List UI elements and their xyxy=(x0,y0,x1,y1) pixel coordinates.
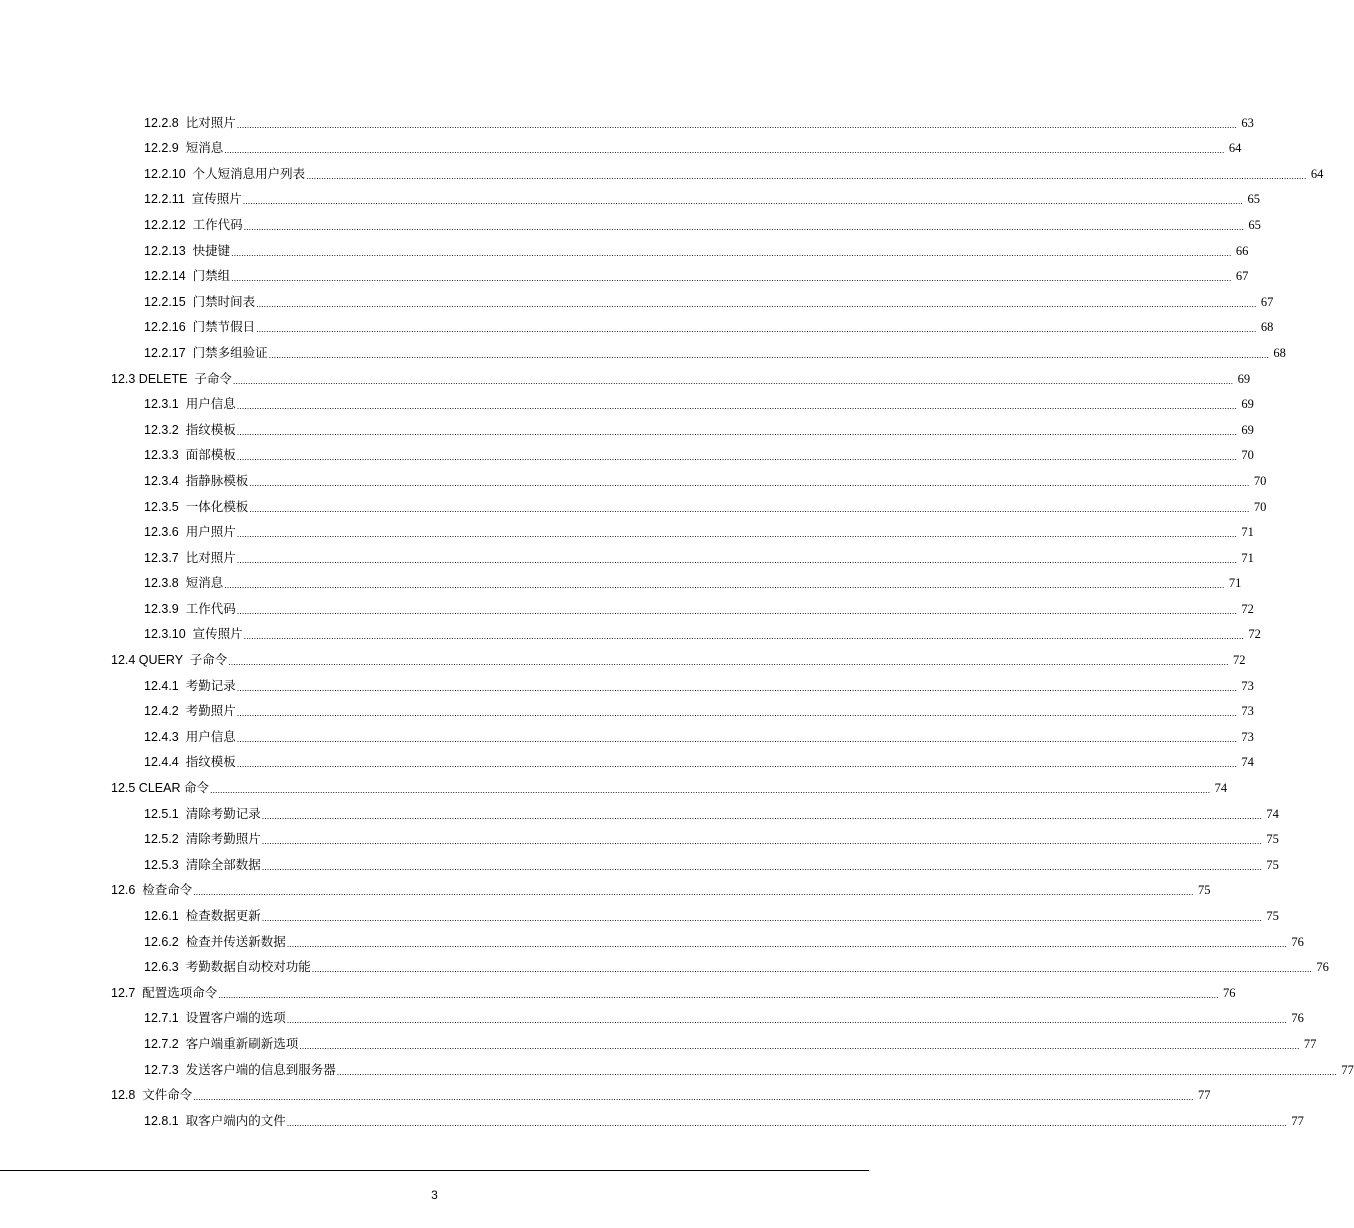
toc-entry-page: 65 xyxy=(1247,192,1260,207)
toc-dot-leader: ................................................................................................................................................................................................................................................................................................................................................................................................................ xyxy=(228,657,1229,668)
toc-subsection-entry[interactable] xyxy=(0,415,1254,441)
toc-dot-leader: ................................................................................................................................................................................................................................................................................................................................................................................................................ xyxy=(243,221,1244,232)
toc-subsection-entry[interactable] xyxy=(0,236,1249,262)
toc-section-entry[interactable] xyxy=(0,773,1228,799)
toc-dot-leader: ................................................................................................................................................................................................................................................................................................................................................................................................................ xyxy=(236,708,1237,719)
toc-entry-title: 12.6.2 检查并传送新数据 xyxy=(144,934,286,949)
toc-entry-page: 63 xyxy=(1241,115,1254,130)
toc-entry-page: 68 xyxy=(1260,320,1274,335)
toc-entry-page: 73 xyxy=(1241,704,1254,719)
toc-subsection-entry[interactable] xyxy=(0,927,1304,953)
toc-subsection-entry[interactable] xyxy=(0,569,1242,595)
toc-subsection-entry[interactable] xyxy=(0,748,1254,774)
toc-subsection-entry[interactable] xyxy=(0,901,1279,927)
toc-dot-leader: ................................................................................................................................................................................................................................................................................................................................................................................................................ xyxy=(236,682,1237,693)
toc-entry-page: 72 xyxy=(1248,627,1261,642)
toc-entry-title: 12.7.1 设置客户端的选项 xyxy=(144,1011,286,1026)
toc-entry-title: 12.5.3 清除全部数据 xyxy=(144,857,261,872)
toc-dot-leader: ................................................................................................................................................................................................................................................................................................................................................................................................................ xyxy=(209,785,1211,796)
toc-entry-page: 70 xyxy=(1253,499,1267,514)
toc-entry-page: 76 xyxy=(1222,985,1236,1000)
toc-entry-page: 65 xyxy=(1248,217,1261,232)
toc-subsection-entry[interactable] xyxy=(0,313,1274,339)
toc-entry-page: 76 xyxy=(1291,1011,1304,1026)
toc-entry-title: 12.2.10 个人短消息用户列表 xyxy=(144,166,306,181)
toc-dot-leader: ................................................................................................................................................................................................................................................................................................................................................................................................................ xyxy=(236,452,1237,463)
toc-entry-title: 12.3.6 用户照片 xyxy=(144,525,236,540)
toc-section-entry[interactable] xyxy=(0,645,1246,671)
toc-subsection-entry[interactable] xyxy=(0,799,1279,825)
toc-entry-title: 12.5 CLEAR 命令 xyxy=(111,781,209,796)
toc-entry-page: 75 xyxy=(1266,909,1279,923)
toc-entry-page: 75 xyxy=(1266,857,1279,872)
toc-entry-title: 12.3.9 工作代码 xyxy=(144,601,236,616)
toc-entry-page: 64 xyxy=(1310,166,1324,181)
toc-dot-leader: ................................................................................................................................................................................................................................................................................................................................................................................................................ xyxy=(193,887,1194,898)
toc-subsection-entry[interactable] xyxy=(0,671,1254,697)
toc-dot-leader: ................................................................................................................................................................................................................................................................................................................................................................................................................ xyxy=(286,1117,1287,1128)
toc-entry-title: 12.4.1 考勤记录 xyxy=(144,678,236,693)
toc-dot-leader: ................................................................................................................................................................................................................................................................................................................................................................................................................ xyxy=(236,529,1237,540)
toc-subsection-entry[interactable] xyxy=(0,390,1254,416)
toc-entry-page: 69 xyxy=(1241,397,1254,412)
toc-entry-title: 12.2.16 门禁节假日 xyxy=(144,320,256,335)
toc-dot-leader: ................................................................................................................................................................................................................................................................................................................................................................................................................ xyxy=(236,401,1237,412)
toc-entry-title: 12.3.2 指纹模板 xyxy=(144,422,236,437)
toc-dot-leader: ................................................................................................................................................................................................................................................................................................................................................................................................................ xyxy=(249,503,1250,514)
toc-entry-page: 71 xyxy=(1241,525,1254,540)
toc-dot-leader: ................................................................................................................................................................................................................................................................................................................................................................................................................ xyxy=(261,810,1262,821)
toc-entry-title: 12.5.1 清除考勤记录 xyxy=(144,806,261,821)
toc-subsection-entry[interactable] xyxy=(0,492,1267,518)
toc-dot-leader: ................................................................................................................................................................................................................................................................................................................................................................................................................ xyxy=(261,836,1262,847)
toc-entry-page: 75 xyxy=(1197,883,1211,898)
toc-subsection-entry[interactable] xyxy=(0,1055,1354,1081)
toc-subsection-entry[interactable] xyxy=(0,108,1254,134)
toc-entry-page: 74 xyxy=(1241,755,1254,770)
toc-entry-title: 12.7.3 发送客户端的信息到服务器 xyxy=(144,1062,336,1077)
toc-entry-page: 72 xyxy=(1232,653,1246,668)
toc-entry-title: 12.8 文件命令 xyxy=(111,1088,193,1103)
toc-entry-title: 12.2.15 门禁时间表 xyxy=(144,294,256,309)
toc-section-entry[interactable] xyxy=(0,1081,1211,1107)
toc-entry-title: 12.2.11 宣传照片 xyxy=(144,192,242,207)
toc-subsection-entry[interactable] xyxy=(0,185,1260,211)
toc-entry-title: 12.6 检查命令 xyxy=(111,883,193,898)
toc-dot-leader: ................................................................................................................................................................................................................................................................................................................................................................................................................ xyxy=(236,554,1237,565)
toc-subsection-entry[interactable] xyxy=(0,1004,1304,1030)
toc-dot-leader: ................................................................................................................................................................................................................................................................................................................................................................................................................ xyxy=(299,1040,1300,1051)
toc-subsection-entry[interactable] xyxy=(0,518,1254,544)
toc-subsection-entry[interactable] xyxy=(0,262,1249,288)
toc-entry-title: 12.3.1 用户信息 xyxy=(144,397,236,412)
toc-dot-leader: ................................................................................................................................................................................................................................................................................................................................................................................................................ xyxy=(224,145,1225,156)
toc-entry-page: 73 xyxy=(1241,678,1254,693)
toc-entry-title: 12.2.9 短消息 xyxy=(144,141,224,156)
toc-entry-page: 76 xyxy=(1316,960,1329,975)
table-of-contents xyxy=(0,108,1354,1132)
toc-dot-leader: ................................................................................................................................................................................................................................................................................................................................................................................................................ xyxy=(286,938,1287,949)
toc-entry-title: 12.5.2 清除考勤照片 xyxy=(144,832,261,847)
toc-entry-title: 12.2.13 快捷键 xyxy=(144,243,231,258)
toc-entry-page: 75 xyxy=(1266,832,1279,847)
toc-entry-title: 12.4.4 指纹模板 xyxy=(144,755,236,770)
toc-entry-page: 70 xyxy=(1253,473,1267,488)
toc-subsection-entry[interactable] xyxy=(0,697,1254,723)
toc-dot-leader: ................................................................................................................................................................................................................................................................................................................................................................................................................ xyxy=(268,349,1269,360)
toc-dot-leader: ................................................................................................................................................................................................................................................................................................................................................................................................................ xyxy=(224,580,1225,591)
toc-entry-page: 66 xyxy=(1235,243,1249,258)
toc-entry-page: 74 xyxy=(1214,781,1228,796)
toc-dot-leader: ................................................................................................................................................................................................................................................................................................................................................................................................................ xyxy=(193,1092,1194,1103)
toc-subsection-entry[interactable] xyxy=(0,953,1329,979)
toc-dot-leader: ................................................................................................................................................................................................................................................................................................................................................................................................................ xyxy=(306,170,1307,181)
toc-entry-title: 12.2.14 门禁组 xyxy=(144,269,231,284)
toc-entry-page: 67 xyxy=(1235,269,1249,284)
toc-section-entry[interactable] xyxy=(0,978,1236,1004)
toc-entry-title: 12.3.4 指静脉模板 xyxy=(144,473,249,488)
toc-subsection-entry[interactable] xyxy=(0,159,1324,185)
toc-entry-title: 12.7 配置选项命令 xyxy=(111,985,218,1000)
toc-entry-page: 73 xyxy=(1241,729,1254,744)
toc-dot-leader: ................................................................................................................................................................................................................................................................................................................................................................................................................ xyxy=(311,964,1312,975)
toc-entry-title: 12.7.2 客户端重新刷新选项 xyxy=(144,1036,299,1051)
toc-entry-title: 12.3.5 一体化模板 xyxy=(144,499,249,514)
toc-subsection-entry[interactable] xyxy=(0,722,1254,748)
toc-dot-leader: ................................................................................................................................................................................................................................................................................................................................................................................................................ xyxy=(236,733,1237,744)
toc-subsection-entry[interactable] xyxy=(0,210,1261,236)
toc-subsection-entry[interactable] xyxy=(0,594,1254,620)
toc-entry-title: 12.4.2 考勤照片 xyxy=(144,704,236,719)
toc-subsection-entry[interactable] xyxy=(0,620,1261,646)
toc-entry-page: 77 xyxy=(1341,1062,1354,1077)
toc-entry-page: 71 xyxy=(1241,550,1254,565)
toc-dot-leader: ................................................................................................................................................................................................................................................................................................................................................................................................................ xyxy=(256,298,1257,309)
toc-dot-leader: ................................................................................................................................................................................................................................................................................................................................................................................................................ xyxy=(256,324,1257,335)
toc-dot-leader: ................................................................................................................................................................................................................................................................................................................................................................................................................ xyxy=(249,477,1250,488)
toc-entry-title: 12.2.8 比对照片 xyxy=(144,115,236,130)
toc-entry-page: 69 xyxy=(1237,371,1251,386)
toc-dot-leader: ................................................................................................................................................................................................................................................................................................................................................................................................................ xyxy=(236,119,1237,130)
toc-subsection-entry[interactable] xyxy=(0,466,1267,492)
toc-entry-title: 12.6.3 考勤数据自动校对功能 xyxy=(144,960,311,975)
toc-dot-leader: ................................................................................................................................................................................................................................................................................................................................................................................................................ xyxy=(336,1066,1337,1077)
toc-subsection-entry[interactable] xyxy=(0,441,1254,467)
toc-entry-page: 77 xyxy=(1303,1036,1317,1051)
toc-entry-title: 12.3 DELETE 子命令 xyxy=(111,371,232,386)
toc-subsection-entry[interactable] xyxy=(0,287,1274,313)
toc-entry-page: 64 xyxy=(1228,141,1242,156)
page-number: 3 xyxy=(431,1188,438,1202)
toc-subsection-entry[interactable] xyxy=(0,134,1242,160)
toc-entry-page: 67 xyxy=(1260,294,1274,309)
toc-dot-leader: ................................................................................................................................................................................................................................................................................................................................................................................................................ xyxy=(261,861,1262,872)
toc-dot-leader: ................................................................................................................................................................................................................................................................................................................................................................................................................ xyxy=(261,913,1262,923)
toc-subsection-entry[interactable] xyxy=(0,543,1254,569)
toc-dot-leader: ................................................................................................................................................................................................................................................................................................................................................................................................................ xyxy=(242,196,1243,207)
footer-divider xyxy=(0,1170,869,1171)
toc-dot-leader: ................................................................................................................................................................................................................................................................................................................................................................................................................ xyxy=(236,759,1237,770)
toc-entry-title: 12.4.3 用户信息 xyxy=(144,729,236,744)
toc-entry-title: 12.3.10 宣传照片 xyxy=(144,627,243,642)
toc-entry-title: 12.3.3 面部模板 xyxy=(144,448,236,463)
toc-subsection-entry[interactable] xyxy=(0,825,1279,851)
toc-dot-leader: ................................................................................................................................................................................................................................................................................................................................................................................................................ xyxy=(236,426,1237,437)
toc-entry-title: 12.2.17 门禁多组验证 xyxy=(144,345,268,360)
toc-dot-leader: ................................................................................................................................................................................................................................................................................................................................................................................................................ xyxy=(286,1015,1287,1026)
toc-dot-leader: ................................................................................................................................................................................................................................................................................................................................................................................................................ xyxy=(218,989,1219,1000)
toc-entry-page: 70 xyxy=(1241,448,1254,463)
toc-entry-page: 68 xyxy=(1273,345,1286,360)
toc-entry-page: 69 xyxy=(1241,422,1254,437)
toc-entry-title: 12.6.1 检查数据更新 xyxy=(144,909,261,923)
toc-subsection-entry[interactable] xyxy=(0,850,1279,876)
toc-dot-leader: ................................................................................................................................................................................................................................................................................................................................................................................................................ xyxy=(243,631,1244,642)
toc-entry-page: 74 xyxy=(1266,806,1279,821)
toc-section-entry[interactable] xyxy=(0,364,1251,390)
toc-section-entry[interactable] xyxy=(0,876,1211,902)
toc-entry-title: 12.3.8 短消息 xyxy=(144,576,224,591)
toc-entry-page: 77 xyxy=(1291,1113,1304,1128)
toc-subsection-entry[interactable] xyxy=(0,1029,1317,1055)
toc-entry-title: 12.3.7 比对照片 xyxy=(144,550,236,565)
toc-dot-leader: ................................................................................................................................................................................................................................................................................................................................................................................................................ xyxy=(231,247,1232,258)
toc-entry-page: 71 xyxy=(1228,576,1242,591)
toc-entry-title: 12.2.12 工作代码 xyxy=(144,217,243,232)
toc-dot-leader: ................................................................................................................................................................................................................................................................................................................................................................................................................ xyxy=(232,375,1234,386)
toc-entry-title: 12.4 QUERY 子命令 xyxy=(111,653,228,668)
toc-subsection-entry[interactable] xyxy=(0,1106,1304,1132)
toc-entry-title: 12.8.1 取客户端内的文件 xyxy=(144,1113,286,1128)
toc-subsection-entry[interactable] xyxy=(0,338,1286,364)
toc-dot-leader: ................................................................................................................................................................................................................................................................................................................................................................................................................ xyxy=(236,605,1237,616)
toc-entry-page: 72 xyxy=(1241,601,1254,616)
toc-entry-page: 77 xyxy=(1197,1088,1211,1103)
toc-entry-page: 76 xyxy=(1291,934,1304,949)
toc-dot-leader: ................................................................................................................................................................................................................................................................................................................................................................................................................ xyxy=(231,273,1232,284)
